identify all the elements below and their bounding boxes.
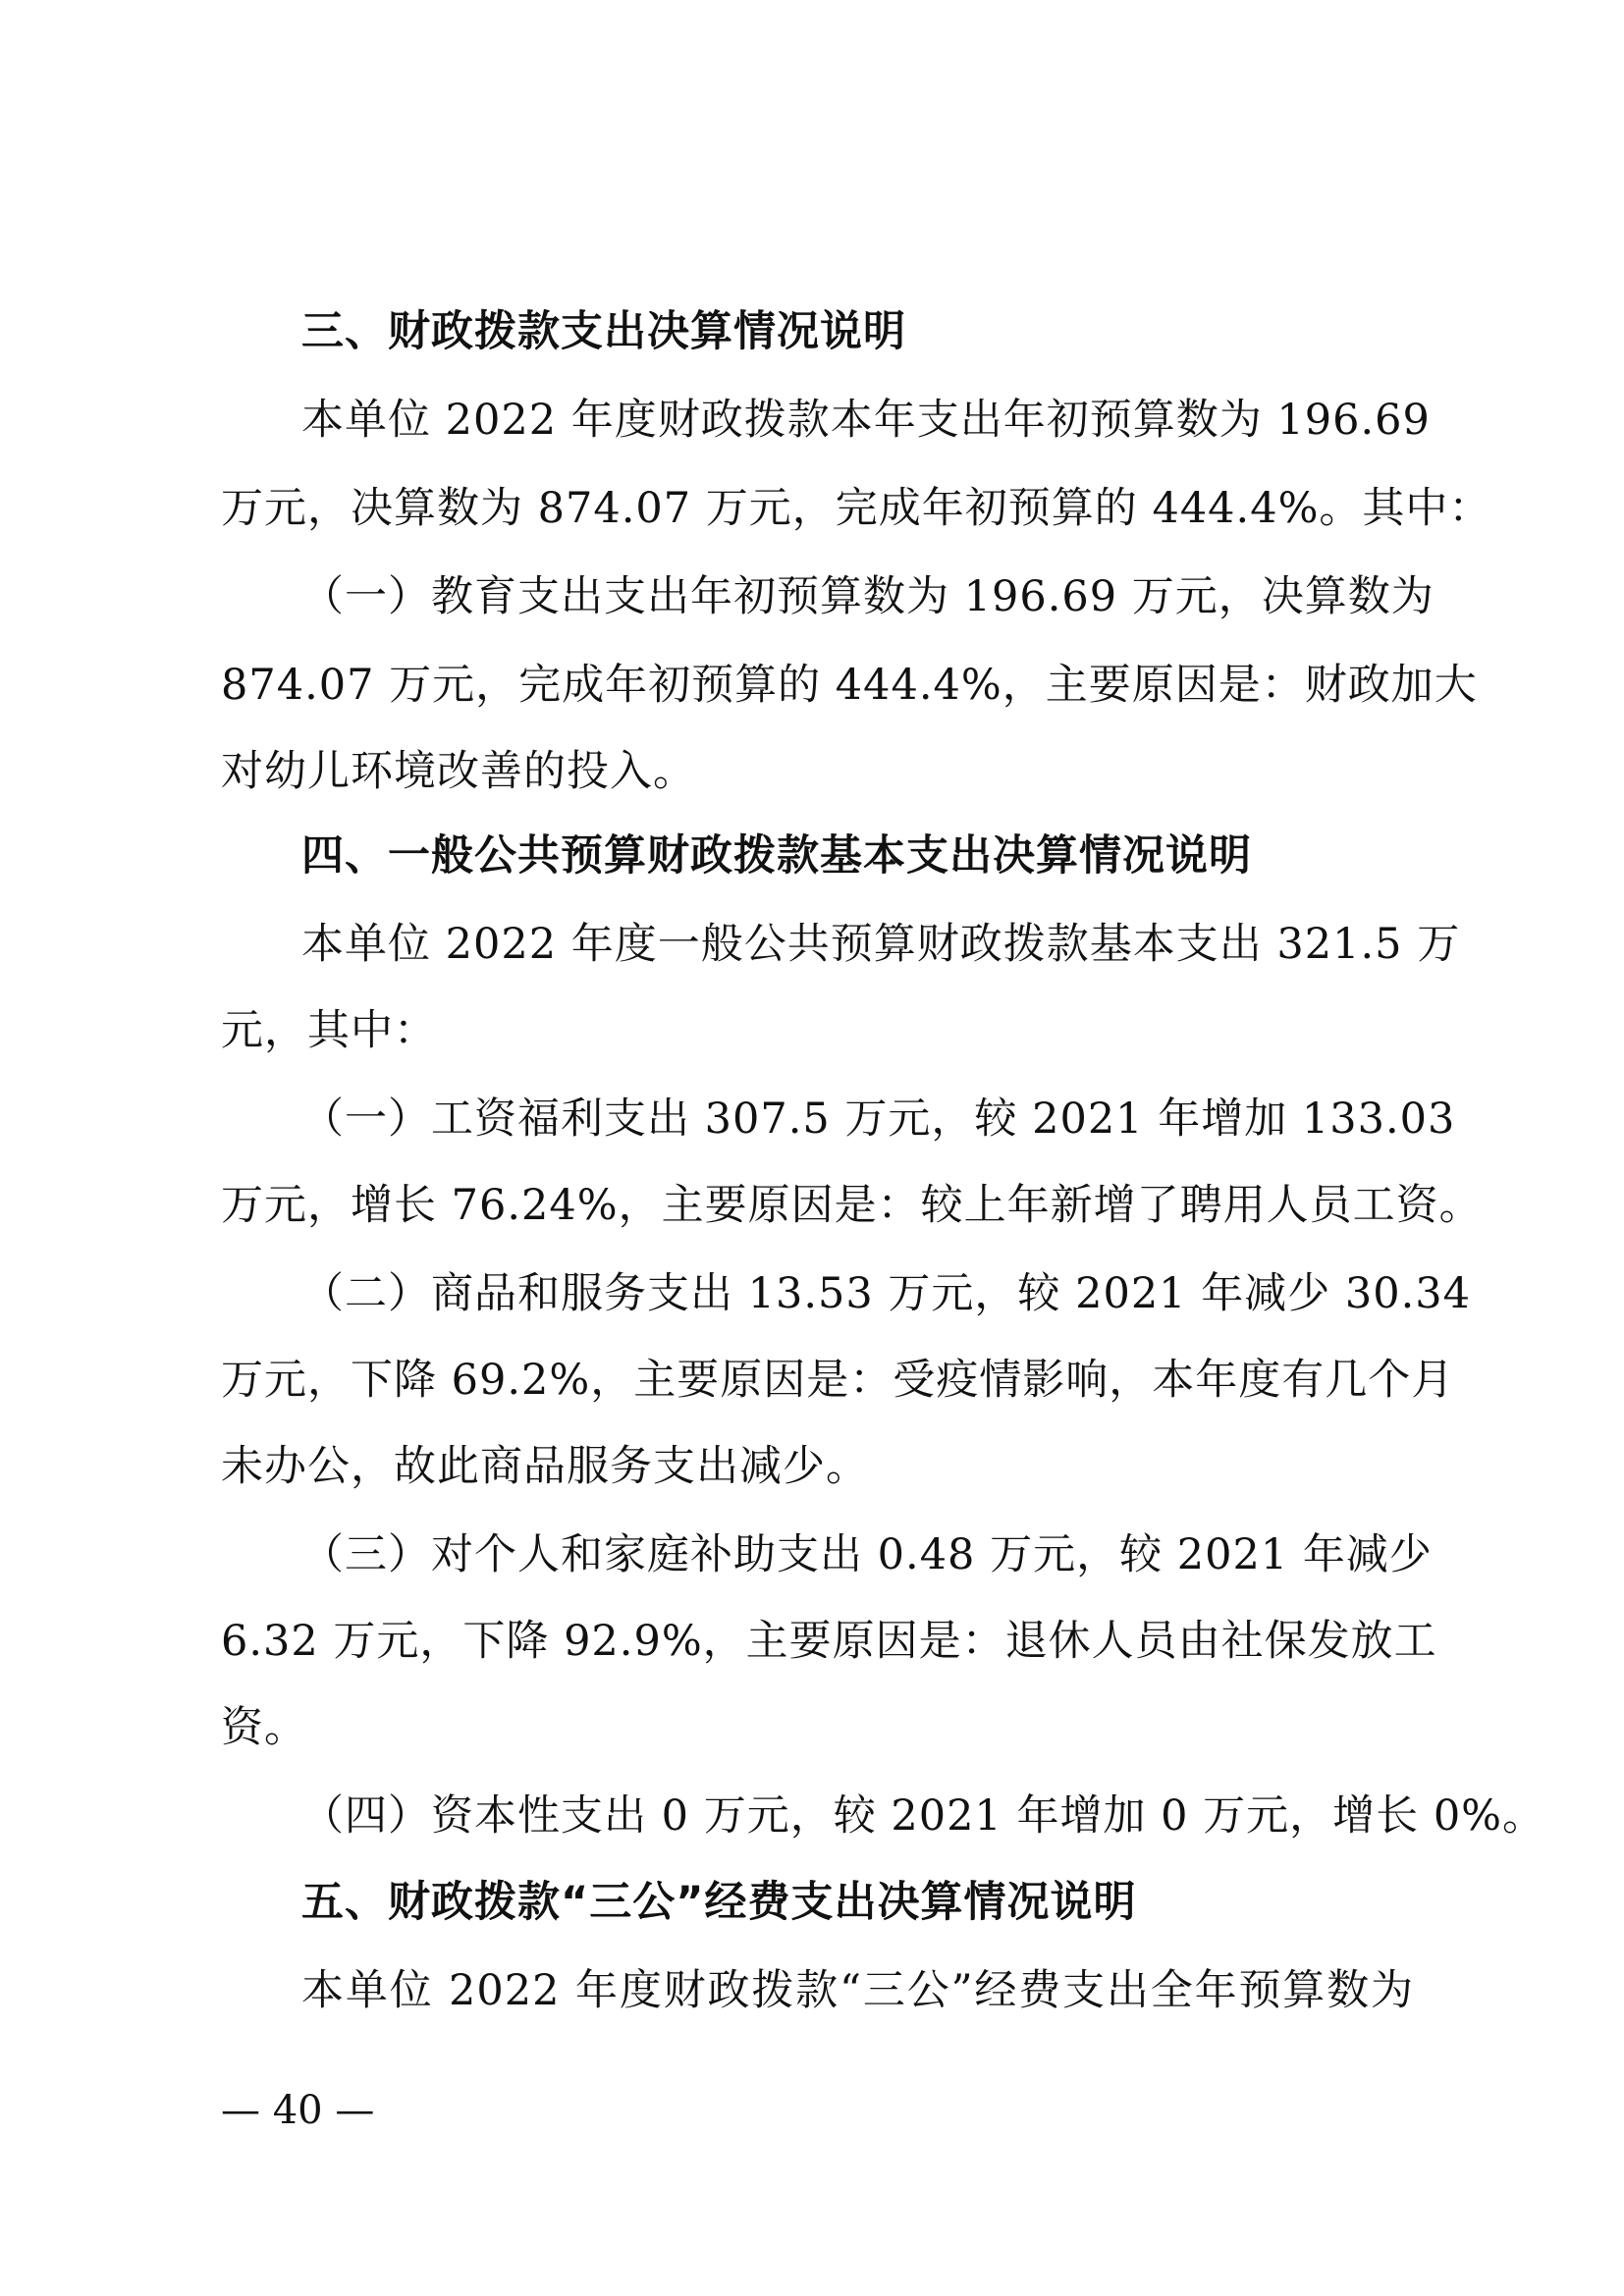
paragraph-line: 未办公，故此商品服务支出减少。: [221, 1442, 869, 1491]
paragraph-line: 6.32 万元，下降 92.9%，主要原因是：退休人员由社保发放工: [221, 1617, 1437, 1666]
section-heading-3: 三、财政拨款支出决算情况说明: [301, 307, 906, 356]
paragraph-line: 本单位 2022 年度财政拨款本年支出年初预算数为 196.69: [301, 396, 1431, 445]
paragraph-line: 对幼儿环境改善的投入。: [221, 747, 696, 796]
section-heading-5: 五、财政拨款“三公”经费支出决算情况说明: [301, 1878, 1137, 1927]
paragraph-line: （二）商品和服务支出 13.53 万元，较 2021 年减少 30.34: [301, 1269, 1471, 1318]
page-number: — 40 —: [221, 2088, 375, 2133]
paragraph-line: （三）对个人和家庭补助支出 0.48 万元，较 2021 年减少: [301, 1530, 1433, 1579]
paragraph-line: 万元，决算数为 874.07 万元，完成年初预算的 444.4%。其中：: [221, 484, 1492, 533]
paragraph-line: 本单位 2022 年度一般公共预算财政拨款基本支出 321.5 万: [301, 920, 1461, 969]
paragraph-line: 万元，下降 69.2%，主要原因是：受疫情影响，本年度有几个月: [221, 1356, 1455, 1405]
paragraph-line: 资。: [221, 1703, 307, 1752]
paragraph-line: 万元，增长 76.24%，主要原因是：较上年新增了聘用人员工资。: [221, 1181, 1483, 1230]
paragraph-line: 元，其中：: [221, 1006, 437, 1055]
paragraph-line: （一）工资福利支出 307.5 万元，较 2021 年增加 133.03: [301, 1095, 1456, 1144]
paragraph-line: （一）教育支出支出年初预算数为 196.69 万元，决算数为: [301, 572, 1435, 621]
paragraph-line: （四）资本性支出 0 万元，较 2021 年增加 0 万元，增长 0%。: [301, 1791, 1546, 1841]
section-heading-4: 四、一般公共预算财政拨款基本支出决算情况说明: [301, 831, 1252, 881]
paragraph-line: 本单位 2022 年度财政拨款“三公”经费支出全年预算数为: [301, 1966, 1414, 2015]
paragraph-line: 874.07 万元，完成年初预算的 444.4%，主要原因是：财政加大: [221, 661, 1478, 710]
